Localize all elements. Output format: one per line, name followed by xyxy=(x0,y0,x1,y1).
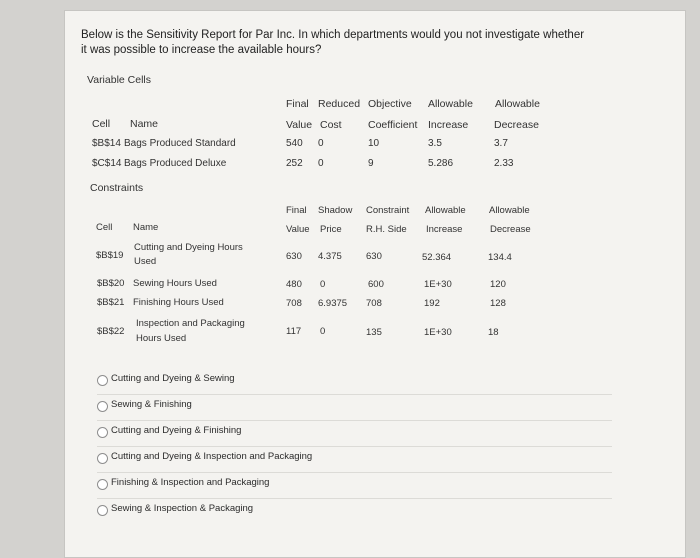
question-line-2: it was possible to increase the available hours? xyxy=(81,44,322,56)
vc-row1-reduced: 0 xyxy=(318,138,324,149)
vc-header-value: Value xyxy=(286,119,313,131)
c-row2-name: Sewing Hours Used xyxy=(133,278,217,289)
c-header-name: Name xyxy=(133,222,159,233)
vc-header-coefficient: Coefficient xyxy=(368,119,418,131)
c-row3-decrease: 128 xyxy=(490,298,506,309)
vc-row1-decrease: 3.7 xyxy=(494,138,508,149)
answer-option-1-label: Cutting and Dyeing & Sewing xyxy=(111,373,235,384)
question-line-1: Below is the Sensitivity Report for Par Inc. In which departments would you not investigate whether xyxy=(81,29,585,41)
c-header-allowable-inc: Allowable xyxy=(425,205,466,216)
c-header-constraint: Constraint xyxy=(366,205,410,216)
answer-option-5-label: Finishing & Inspection and Packaging xyxy=(111,477,270,488)
vc-header-reduced: Reduced xyxy=(318,98,361,110)
vc-row1-objective: 10 xyxy=(368,138,380,149)
radio-button-icon[interactable] xyxy=(97,453,108,464)
constraints-title: Constraints xyxy=(90,182,144,194)
vc-row1-name: Bags Produced Standard xyxy=(124,138,236,149)
c-row3-cell: $B$21 xyxy=(97,297,125,308)
answer-option-1[interactable] xyxy=(97,370,612,395)
c-header-increase: Increase xyxy=(426,224,463,235)
c-header-value: Value xyxy=(286,224,310,235)
answer-option-4-label: Cutting and Dyeing & Inspection and Packaging xyxy=(111,451,313,462)
c-header-final: Final xyxy=(286,205,307,216)
c-row4-final: 117 xyxy=(286,326,302,337)
c-row2-cell: $B$20 xyxy=(97,278,125,289)
answer-option-2-label: Sewing & Finishing xyxy=(111,399,192,410)
c-row4-cell: $B$22 xyxy=(97,326,125,337)
variable-cells-title: Variable Cells xyxy=(87,74,151,86)
vc-row2-cell: $C$14 xyxy=(92,158,122,169)
radio-button-icon[interactable] xyxy=(97,505,108,516)
c-row1-final: 630 xyxy=(286,251,302,262)
c-row4-name-line1: Inspection and Packaging xyxy=(136,318,245,329)
answer-option-5[interactable] xyxy=(97,474,612,499)
vc-header-objective: Objective xyxy=(368,98,412,110)
c-row3-shadow: 6.9375 xyxy=(318,298,348,309)
answer-option-3-label: Cutting and Dyeing & Finishing xyxy=(111,425,242,436)
vc-header-allowable-inc: Allowable xyxy=(428,98,473,110)
vc-header-increase: Increase xyxy=(428,119,469,131)
c-row3-rhs: 708 xyxy=(366,298,382,309)
c-header-allowable-dec: Allowable xyxy=(489,205,530,216)
c-header-decrease: Decrease xyxy=(490,224,531,235)
c-row1-decrease: 134.4 xyxy=(488,252,512,263)
c-row4-increase: 1E+30 xyxy=(424,327,452,338)
c-row4-name-line2: Hours Used xyxy=(136,333,187,344)
vc-header-final: Final xyxy=(286,98,309,110)
c-row1-shadow: 4.375 xyxy=(318,251,342,262)
c-header-rhs: R.H. Side xyxy=(366,224,407,235)
radio-button-icon[interactable] xyxy=(97,375,108,386)
vc-header-decrease: Decrease xyxy=(494,119,539,131)
radio-button-icon[interactable] xyxy=(97,479,108,490)
radio-button-icon[interactable] xyxy=(97,427,108,438)
c-header-cell: Cell xyxy=(96,222,113,233)
c-row1-cell: $B$19 xyxy=(96,250,124,261)
vc-header-allowable-dec: Allowable xyxy=(495,98,540,110)
c-row2-increase: 1E+30 xyxy=(424,279,452,290)
c-row2-rhs: 600 xyxy=(368,279,384,290)
c-header-price: Price xyxy=(320,224,342,235)
answer-option-6-label: Sewing & Inspection & Packaging xyxy=(111,503,254,514)
c-row1-name-line2: Used xyxy=(134,256,157,267)
c-row1-name-line1: Cutting and Dyeing Hours xyxy=(134,242,243,253)
c-header-shadow: Shadow xyxy=(318,205,353,216)
c-row4-rhs: 135 xyxy=(366,327,382,338)
vc-row1-increase: 3.5 xyxy=(428,138,442,149)
c-row2-shadow: 0 xyxy=(320,279,326,290)
vc-row2-objective: 9 xyxy=(368,158,374,169)
c-row3-name: Finishing Hours Used xyxy=(133,297,224,308)
c-row4-shadow: 0 xyxy=(320,326,326,337)
vc-row2-name: Bags Produced Deluxe xyxy=(124,158,227,169)
vc-row1-cell: $B$14 xyxy=(92,138,121,149)
c-row3-increase: 192 xyxy=(424,298,440,309)
vc-header-cell: Cell xyxy=(92,118,111,130)
c-row2-final: 480 xyxy=(286,279,302,290)
vc-header-name: Name xyxy=(130,118,159,130)
answer-option-6[interactable] xyxy=(97,500,612,524)
vc-row2-increase: 5.286 xyxy=(428,158,454,169)
c-row1-increase: 52.364 xyxy=(422,252,452,263)
radio-button-icon[interactable] xyxy=(97,401,108,412)
c-row1-rhs: 630 xyxy=(366,251,382,262)
vc-header-cost: Cost xyxy=(320,119,342,131)
c-row4-decrease: 18 xyxy=(488,327,499,338)
answer-option-2[interactable] xyxy=(97,396,612,421)
c-row3-final: 708 xyxy=(286,298,302,309)
answer-option-3[interactable] xyxy=(97,422,612,447)
vc-row2-final: 252 xyxy=(286,158,303,169)
answer-option-4[interactable] xyxy=(97,448,612,473)
c-row2-decrease: 120 xyxy=(490,279,506,290)
vc-row1-final: 540 xyxy=(286,138,303,149)
vc-row2-decrease: 2.33 xyxy=(494,158,514,169)
vc-row2-reduced: 0 xyxy=(318,158,324,169)
